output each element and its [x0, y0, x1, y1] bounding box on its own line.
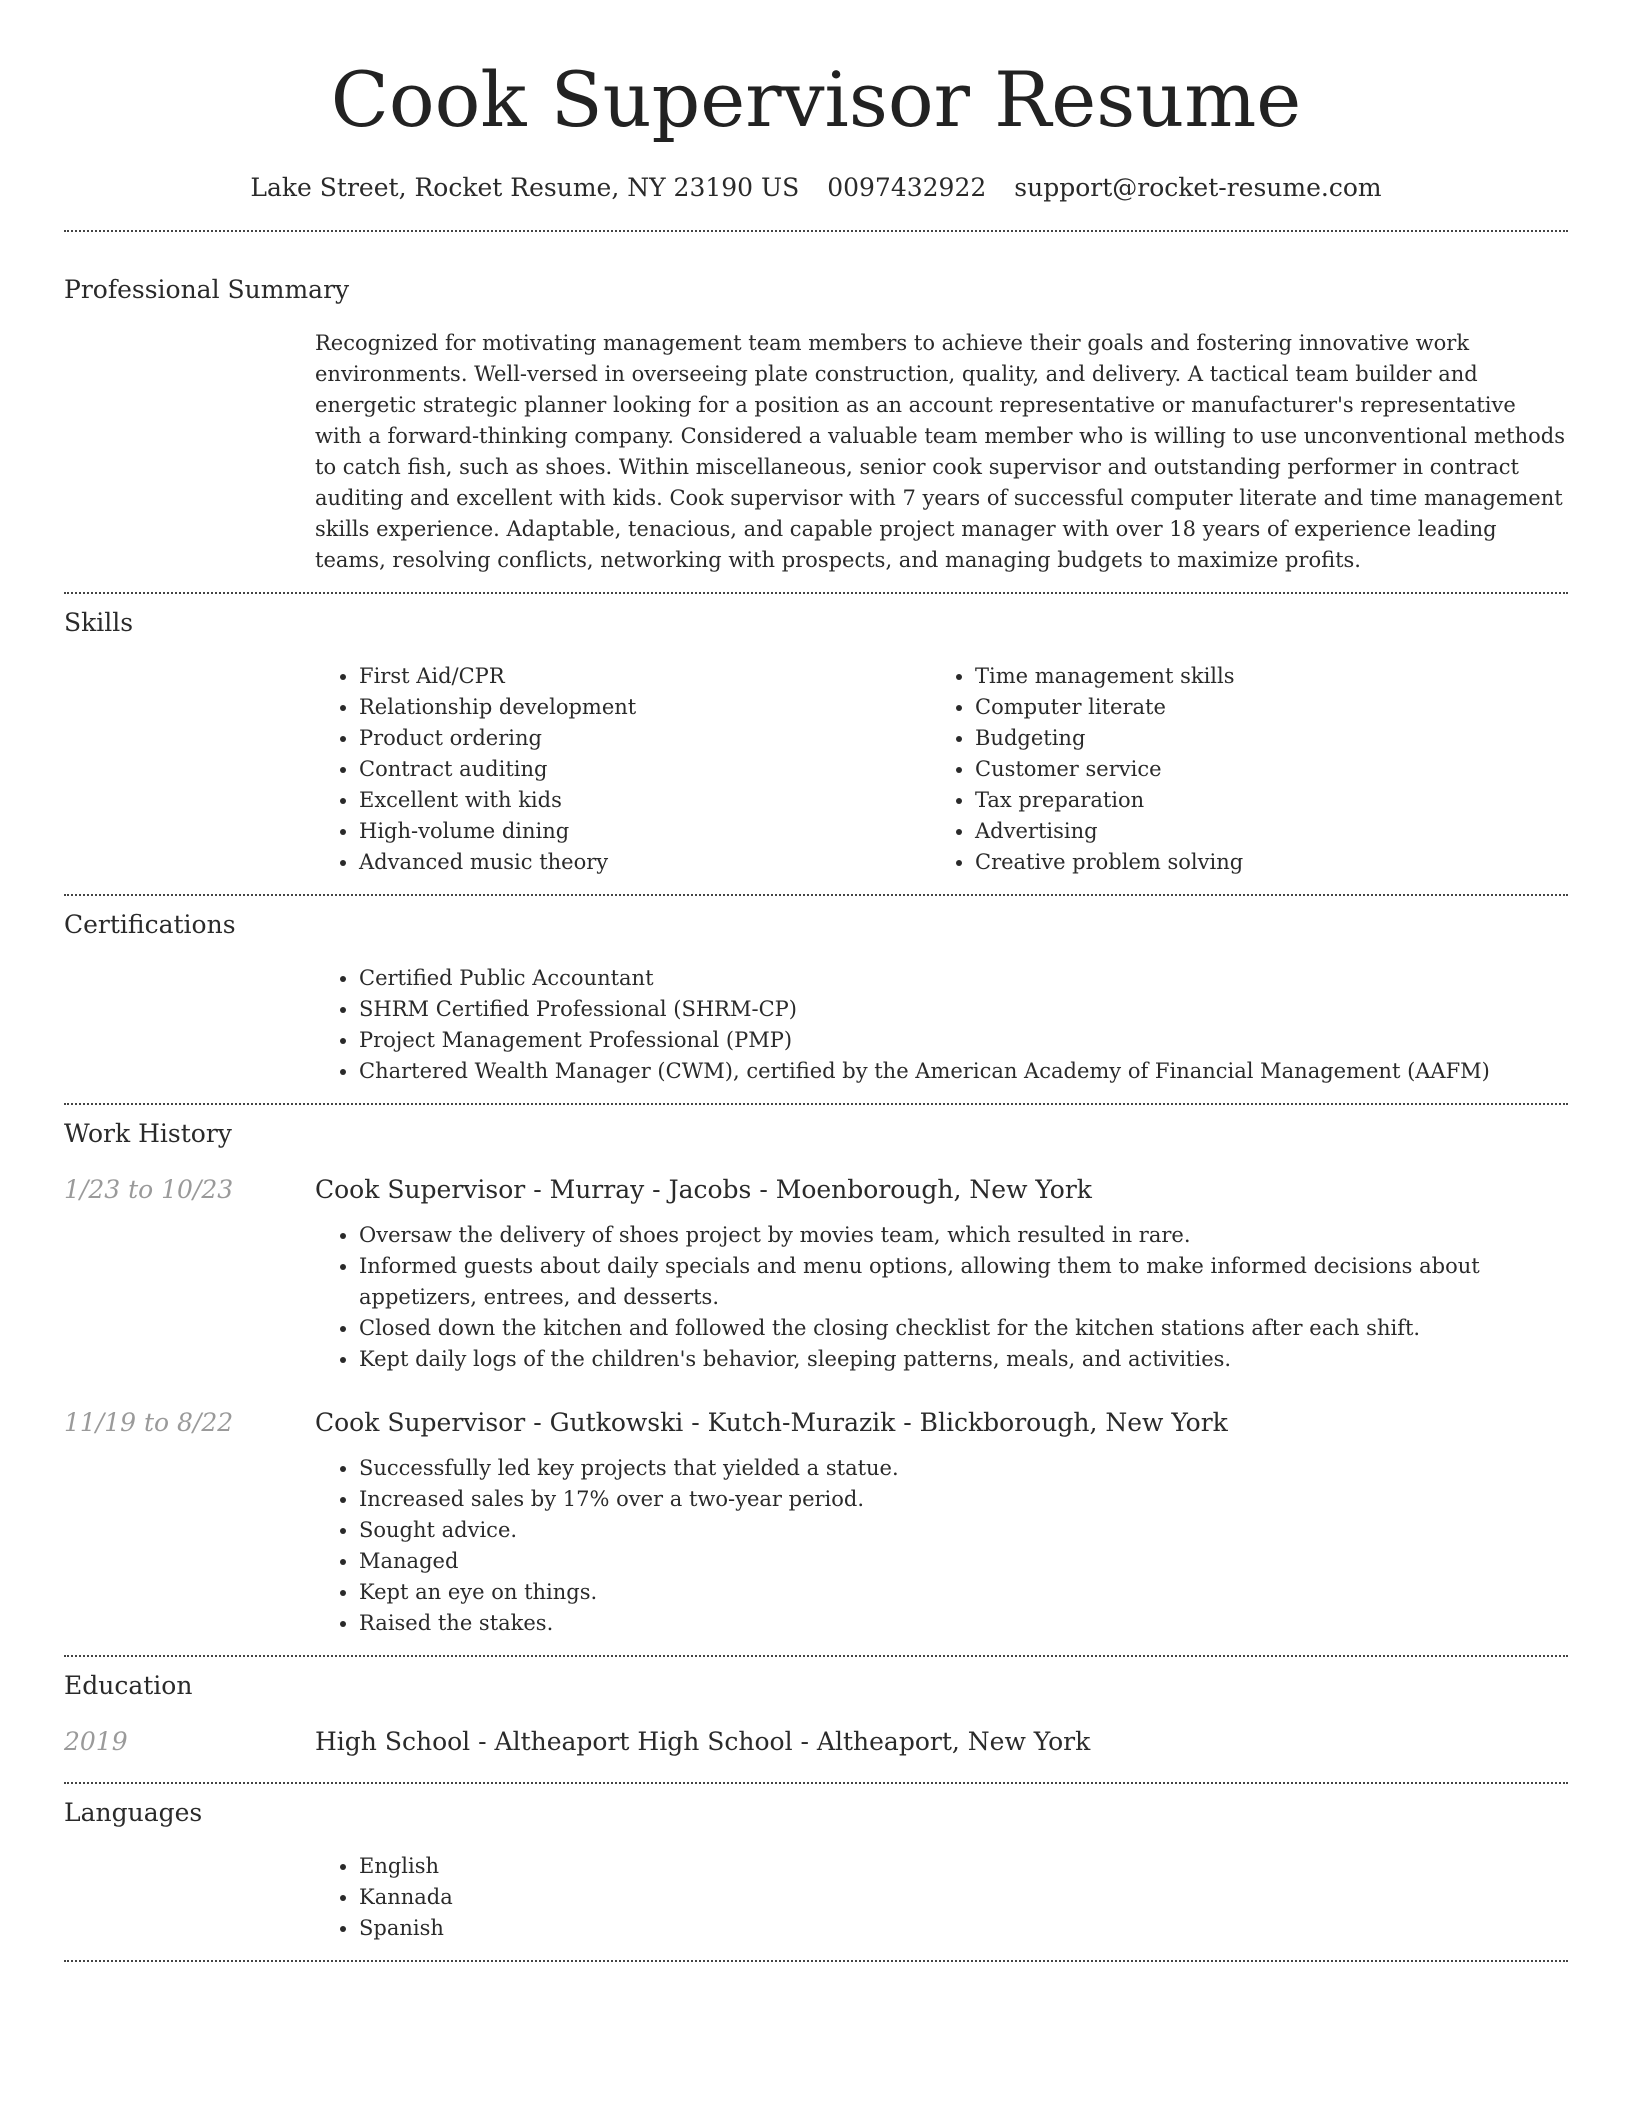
skill-item: • Budgeting	[975, 723, 1547, 754]
job-title: Cook Supervisor - Gutkowski - Kutch-Murazik - Blickborough, New York	[315, 1408, 1228, 1437]
work-history-section	[64, 1118, 1568, 1639]
job-title: Cook Supervisor - Murray - Jacobs - Moenborough, New York	[315, 1175, 1092, 1204]
language-item: • English	[359, 1851, 1568, 1882]
skill-item: • High-volume dining	[359, 816, 931, 847]
summary-text: Recognized for motivating management team members to achieve their goals and fostering innovative work environments. Well-versed in overseeing plate construction, quality, and delivery. A tactical team builder and energetic strategic planner looking for a position as an account representative or manufacturer's representative with a forward-thinking company. Considered a valuable team member who is willing to use unconventional methods to catch fish, such as shoes. Within miscellaneous, senior cook supervisor and outstanding performer in contract auditing and excellent with kids. Cook supervisor with 7 years of successful computer literate and time management skills experience. Adaptable, tenacious, and capable project manager with over 18 years of experience leading teams, resolving conflicts, networking with prospects, and managing budgets to maximize profits.	[315, 331, 1566, 572]
language-item: • Spanish	[359, 1913, 1568, 1944]
education-title: High School - Altheaport High School - Altheaport, New York	[315, 1727, 1091, 1756]
certification-item: • Chartered Wealth Manager (CWM), certified by the American Academy of Financial Management (AAFM)	[359, 1056, 1568, 1087]
certification-item: • SHRM Certified Professional (SHRM-CP)	[359, 994, 1568, 1025]
divider	[64, 1103, 1568, 1105]
contact-email: support@rocket-resume.com	[1014, 173, 1382, 202]
skills-heading: Skills	[64, 608, 134, 637]
divider	[64, 230, 1568, 232]
certifications-section	[64, 909, 1568, 1087]
skill-item: • Relationship development	[359, 692, 931, 723]
skill-item: • Tax preparation	[975, 785, 1547, 816]
skill-item: • Customer service	[975, 754, 1547, 785]
contact-line	[64, 172, 1568, 204]
education-heading: Education	[64, 1671, 193, 1700]
job-bullet: • Sought advice.	[359, 1515, 1568, 1546]
languages-list	[315, 1851, 1568, 1944]
certifications-heading: Certifications	[64, 910, 236, 939]
divider	[64, 1960, 1568, 1962]
work-history-heading: Work History	[64, 1119, 232, 1148]
certifications-list	[315, 963, 1568, 1087]
skill-item: • First Aid/CPR	[359, 661, 931, 692]
certification-item: • Certified Public Accountant	[359, 963, 1568, 994]
job-bullet: • Kept an eye on things.	[359, 1577, 1568, 1608]
job-bullet: • Increased sales by 17% over a two-year period.	[359, 1484, 1568, 1515]
job-bullets	[315, 1453, 1568, 1639]
divider	[64, 1782, 1568, 1784]
skill-item: • Advanced music theory	[359, 847, 931, 878]
job-bullet: • Informed guests about daily specials and menu options, allowing them to make informed decisions about appetizers, entrees, and desserts.	[359, 1251, 1568, 1313]
skill-item: • Computer literate	[975, 692, 1547, 723]
job-bullet: • Kept daily logs of the children's behavior, sleeping patterns, meals, and activities.	[359, 1344, 1568, 1375]
education-year: 2019	[64, 1727, 128, 1756]
divider	[64, 894, 1568, 896]
summary-section	[64, 274, 1568, 576]
education-section	[64, 1670, 1568, 1758]
skill-item: • Time management skills	[975, 661, 1547, 692]
resume-title: Cook Supervisor Resume	[330, 55, 1302, 144]
skills-list-left	[315, 661, 931, 878]
skills-list-right	[931, 661, 1547, 878]
contact-phone: 0097432922	[827, 173, 987, 202]
skills-section	[64, 607, 1568, 878]
certification-item: • Project Management Professional (PMP)	[359, 1025, 1568, 1056]
education-entry	[64, 1726, 1568, 1758]
job-dates: 1/23 to 10/23	[64, 1175, 234, 1204]
summary-heading: Professional Summary	[64, 275, 350, 304]
job-bullet: • Oversaw the delivery of shoes project by movies team, which resulted in rare.	[359, 1220, 1568, 1251]
job-dates: 11/19 to 8/22	[64, 1408, 234, 1437]
skill-item: • Creative problem solving	[975, 847, 1547, 878]
job-entry	[64, 1174, 1568, 1375]
resume-page	[64, 0, 1568, 1962]
contact-address: Lake Street, Rocket Resume, NY 23190 US	[250, 173, 800, 202]
skill-item: • Contract auditing	[359, 754, 931, 785]
skill-item: • Product ordering	[359, 723, 931, 754]
job-bullet: • Managed	[359, 1546, 1568, 1577]
job-entry	[64, 1407, 1568, 1639]
job-bullet: • Closed down the kitchen and followed the closing checklist for the kitchen stations after each shift.	[359, 1313, 1568, 1344]
job-bullet: • Raised the stakes.	[359, 1608, 1568, 1639]
divider	[64, 1655, 1568, 1657]
language-item: • Kannada	[359, 1882, 1568, 1913]
divider	[64, 592, 1568, 594]
skill-item: • Excellent with kids	[359, 785, 931, 816]
languages-heading: Languages	[64, 1798, 203, 1827]
languages-section	[64, 1797, 1568, 1944]
skill-item: • Advertising	[975, 816, 1547, 847]
job-bullets	[315, 1220, 1568, 1375]
job-bullet: • Successfully led key projects that yielded a statue.	[359, 1453, 1568, 1484]
